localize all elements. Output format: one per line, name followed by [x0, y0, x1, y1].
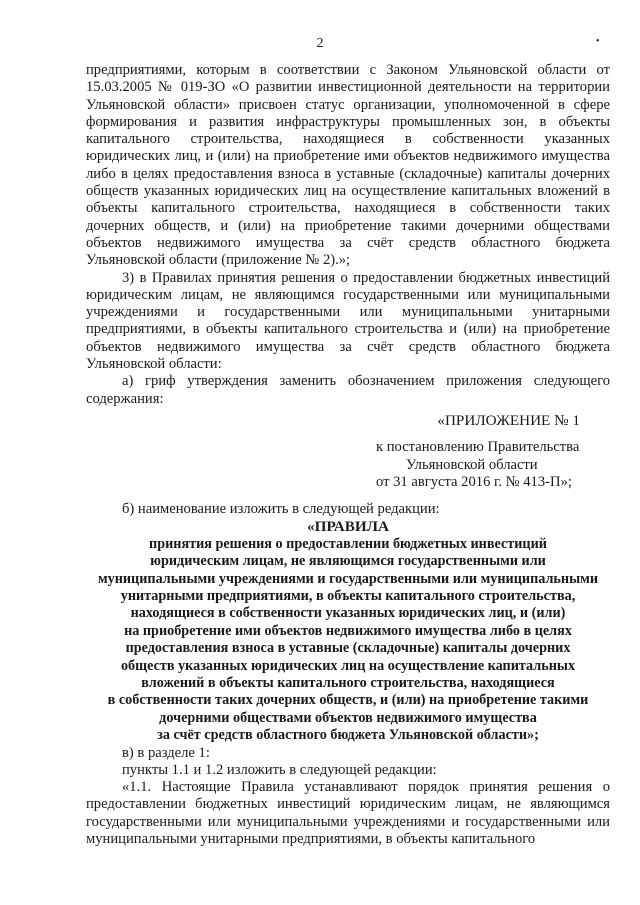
scan-mark: • [596, 36, 600, 47]
paragraph-7: «1.1. Настоящие Правила устанавливают порядок принятия решения о предоставлении бюджетных инвестиций юридическим лицам, не являющимся государственными или муниципальными учреждениями и государственными или муниципальными унитарными предприятиями, в объекты капитального [86, 779, 610, 848]
document-body [86, 62, 610, 848]
rules-line-11: дочерними обществами объектов недвижимого имущества [159, 709, 537, 726]
appendix-block [376, 439, 610, 491]
paragraph-6: пункты 1.1 и 1.2 изложить в следующей редакции: [122, 761, 437, 778]
page-number: 2 [316, 36, 324, 51]
rules-line-10: в собственности таких дочерних обществ, и (или) на приобретение такими [107, 692, 589, 709]
rules-line-2: юридическим лицам, не являющимся государственными или [150, 553, 546, 570]
rules-heading [86, 536, 610, 745]
paragraph-1: предприятиями, которым в соответствии с Законом Ульяновской области от 15.03.2005 № 019-ЗО «О развитии инвестиционной деятельности на территории Ульяновской области» присвоен статус организации, уполномоченной в сфере формирования и развития инфраструктуры промышленных зон, в объекты капитального строительства, находящиеся в собственности указанных юридических лиц, и (или) на приобретение ими объектов недвижимого имущества либо в целях предоставления взноса в уставные (складочные) капиталы дочерних обществ указанных юридических лиц на осуществление капитальных вложений в объекты капитального строительства, находящиеся в собственности таких дочерних обществ, и (или) на приобретение такими дочерними обществами объектов недвижимого имущества за счёт средств областного бюджета Ульяновской области (приложение № 2).»; [86, 62, 610, 269]
rules-line-1: принятия решения о предоставлении бюджетных инвестиций [149, 535, 547, 552]
appendix-line-2: Ульяновской области [406, 456, 538, 473]
rules-line-6: на приобретение ими объектов недвижимого имущества либо в целях [124, 622, 572, 639]
paragraph-5: в) в разделе 1: [122, 744, 210, 761]
appendix-line-1: к постановлению Правительства [376, 439, 580, 456]
paragraph-4: б) наименование изложить в следующей редакции: [122, 501, 440, 518]
rules-line-12: за счёт средств областного бюджета Ульяновской области»; [157, 727, 539, 744]
rules-line-5: находящиеся в собственности указанных юридических лиц, и (или) [130, 605, 566, 622]
rules-line-9: вложений в объекты капитального строительства, находящиеся [141, 674, 555, 691]
rules-line-7: предоставления взноса в уставные (складочные) капиталы дочерних [125, 640, 571, 657]
appendix-title: «ПРИЛОЖЕНИЕ № 1 [437, 411, 580, 429]
paragraph-2: 3) в Правилах принятия решения о предоставлении бюджетных инвестиций юридическим лицам, не являющимся государственными или муниципальными учреждениями и государственными или муниципальными унитарными предприятиями, в объекты капитального строительства и (или) на приобретение объектов недвижимого имущества за счёт средств областного бюджета Ульяновской области: [86, 269, 610, 373]
rules-line-8: обществ указанных юридических лиц на осуществление капитальных [120, 657, 576, 674]
appendix-line-3: от 31 августа 2016 г. № 413-П»; [376, 473, 572, 490]
rules-line-3: муниципальными учреждениями и государственными или муниципальными [97, 570, 599, 587]
rules-line-4: унитарными предприятиями, в объекты капитального строительства, [120, 587, 576, 604]
paragraph-3: а) гриф утверждения заменить обозначением приложения следующего содержания: [86, 373, 610, 407]
rules-title: «ПРАВИЛА [307, 518, 389, 536]
